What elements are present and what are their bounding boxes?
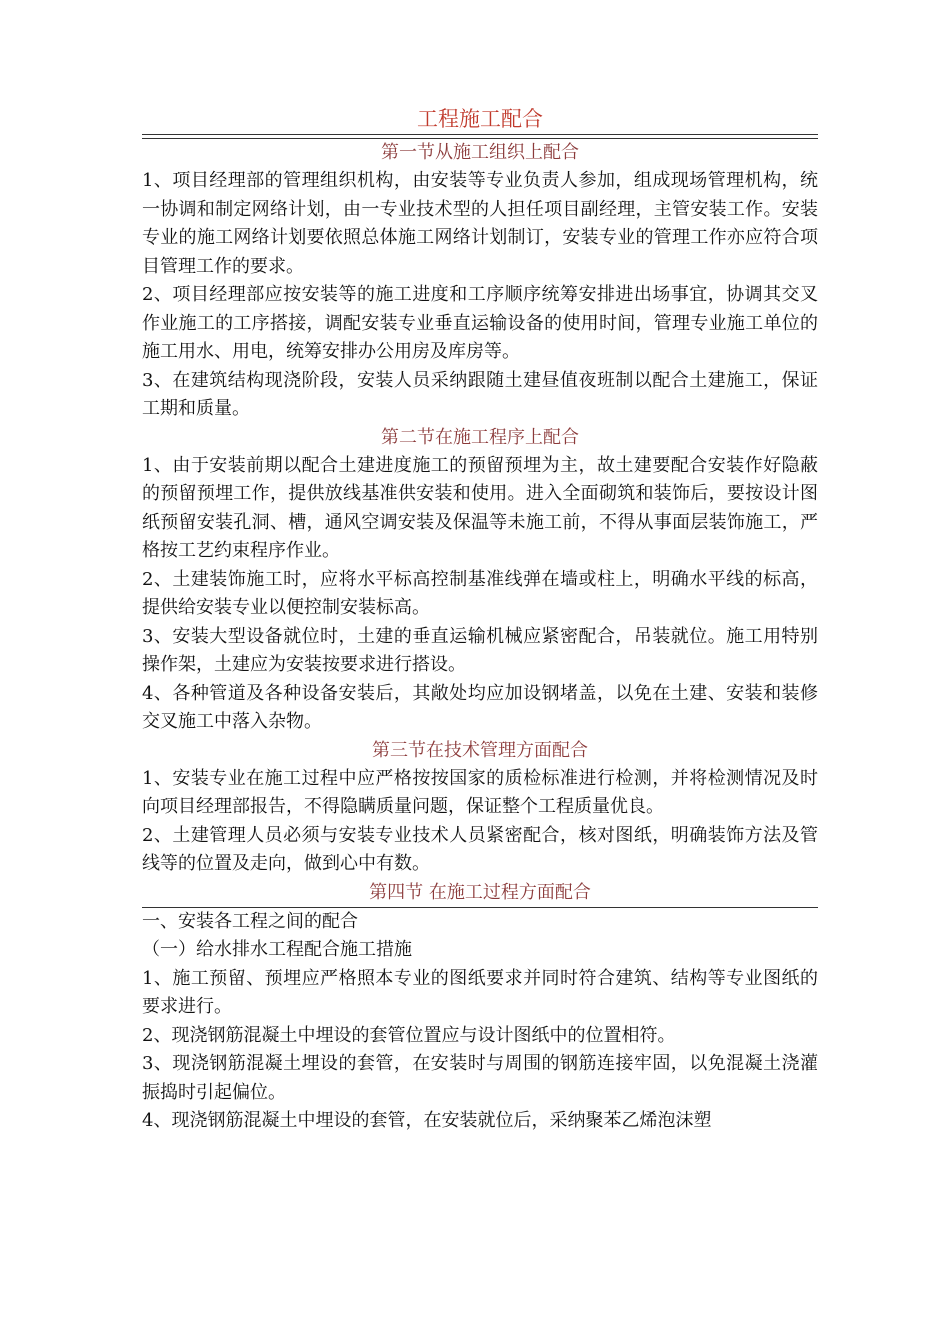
section-1-heading: 第一节从施工组织上配合 (381, 142, 579, 163)
paragraph: 2、项目经理部应按安装等的施工进度和工序顺序统筹安排进出场事宜，协调其交叉作业施工的工序搭接，调配安装专业垂直运输设备的使用时间，管理专业施工单位的施工用水、用电，统筹安排办公用房及库房等。 (142, 284, 818, 362)
paragraph: （一）给水排水工程配合施工措施 (142, 939, 412, 960)
document-page (142, 104, 818, 1136)
paragraph: 2、现浇钢筋混凝土中埋设的套管位置应与设计图纸中的位置相符。 (142, 1024, 676, 1046)
paragraph: 4、现浇钢筋混凝土中埋设的套管，在安装就位后，采纳聚苯乙烯泡沫塑 (142, 1110, 712, 1131)
paragraph: 1、施工预留、预埋应严格照本专业的图纸要求并同时符合建筑、结构等专业图纸的要求进行。 (142, 967, 818, 1017)
paragraph: 3、在建筑结构现浇阶段，安装人员采纳跟随土建昼值夜班制以配合土建施工，保证工期和质量。 (142, 369, 818, 419)
section-3-heading: 第三节在技术管理方面配合 (372, 739, 588, 761)
paragraph: 2、土建管理人员必须与安装专业技术人员紧密配合，核对图纸，明确装饰方法及管线等的位置及走向，做到心中有数。 (142, 824, 818, 874)
paragraph: 1、由于安装前期以配合土建进度施工的预留预埋为主，故土建要配合安装作好隐蔽的预留预埋工作，提供放线基准供安装和使用。进入全面砌筑和装饰后，要按设计图纸预留安装孔洞、槽，通风空调安装及保温等未施工前，不得从事面层装饰施工，严格按工艺约束程序作业。 (142, 454, 818, 561)
section-4-heading: 第四节 在施工过程方面配合 (142, 879, 818, 908)
paragraph: 2、土建装饰施工时，应将水平标高控制基准线弹在墙或柱上，明确水平线的标高，提供给安装专业以便控制安装标高。 (142, 568, 818, 618)
paragraph: 3、现浇钢筋混凝土埋设的套管，在安装时与周围的钢筋连接牢固，以免混凝土浇灌振捣时引起偏位。 (142, 1053, 818, 1103)
paragraph: 3、安装大型设备就位时，土建的垂直运输机械应紧密配合，吊装就位。施工用特别操作架，土建应为安装按要求进行搭设。 (142, 625, 818, 675)
section-2-heading: 第二节在施工程序上配合 (381, 426, 579, 448)
paragraph: 1、安装专业在施工过程中应严格按按国家的质检标准进行检测，并将检测情况及时向项目经理部报告，不得隐瞒质量问题，保证整个工程质量优良。 (142, 767, 818, 817)
document-title: 工程施工配合 (142, 104, 818, 135)
paragraph: 1、项目经理部的管理组织机构，由安装等专业负责人参加，组成现场管理机构，统一协调和制定网络计划，由一专业技术型的人担任项目副经理，主管安装工作。安装专业的施工网络计划要依照总体施工网络计划制订，安装专业的管理工作亦应符合项目管理工作的要求。 (142, 170, 818, 277)
paragraph: 一、安装各工程之间的配合 (142, 910, 358, 932)
paragraph: 4、各种管道及各种设备安装后，其敞处均应加设钢堵盖，以免在土建、安装和装修交叉施工中落入杂物。 (142, 682, 818, 732)
